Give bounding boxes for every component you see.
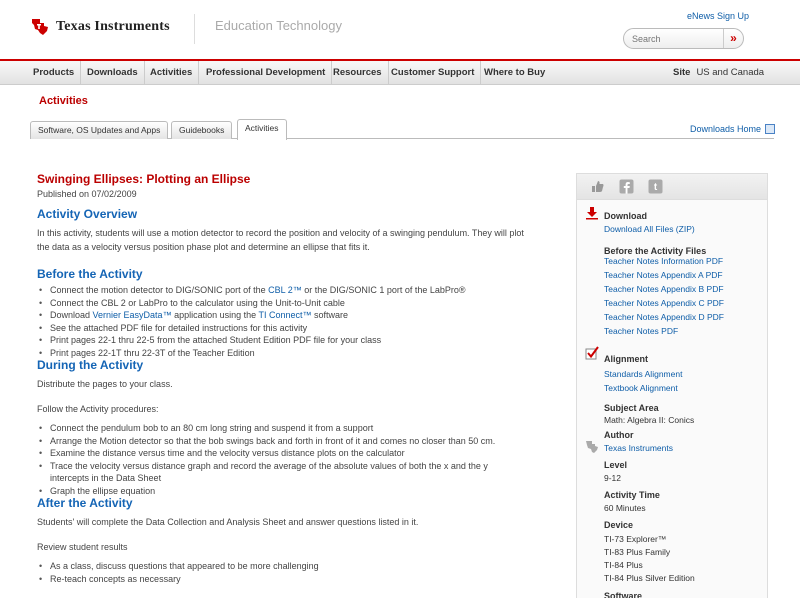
before-heading: Before the Activity (37, 267, 143, 281)
easydata-link[interactable]: Vernier EasyData™ (92, 310, 172, 320)
list-item: • Trace the velocity versus distance graph and record the average of the absolute values of both the x and the y intercepts in the Data Sheet (37, 460, 517, 485)
list-item: • Connect the pendulum bob to an 80 cm long string and suspend it from a support (37, 422, 537, 435)
ti-author-icon (585, 440, 599, 454)
during-text-2: Follow the Activity procedures: (37, 404, 159, 414)
site-header (0, 0, 800, 60)
search-input[interactable] (632, 32, 722, 46)
ti-logo[interactable] (30, 17, 170, 37)
cbl2-link[interactable]: CBL 2™ (268, 285, 302, 295)
device-item: TI-84 Plus (604, 560, 643, 570)
device-item: TI-73 Explorer™ (604, 534, 667, 544)
after-text-1: Students' will complete the Data Collection and Analysis Sheet and answer questions listed in it. (37, 517, 419, 527)
ti-connect-link[interactable]: TI Connect™ (258, 310, 312, 320)
before-files-label: Before the Activity Files (604, 246, 707, 256)
checkbox-icon (585, 346, 599, 360)
site-value: US and Canada (696, 67, 765, 78)
download-label: Download (604, 211, 647, 221)
page-section-title: Activities (39, 95, 88, 107)
brand-name: Texas Instruments (56, 19, 170, 34)
list-item: • Re-teach concepts as necessary (37, 573, 537, 586)
textbook-alignment-link[interactable]: Textbook Alignment (604, 383, 678, 393)
tab-bar (30, 119, 774, 139)
teacher-notes-link[interactable]: Teacher Notes PDF (604, 326, 679, 336)
header-divider (194, 14, 195, 44)
main-nav (0, 59, 800, 85)
download-icon (585, 206, 599, 220)
device-item: TI-84 Plus Silver Edition (604, 573, 695, 583)
site-label: Site (673, 67, 691, 78)
list-item: • See the attached PDF file for detailed instructions for this activity (37, 322, 537, 335)
svg-text:t: t (653, 182, 658, 193)
nav-where-to-buy[interactable]: Where to Buy (484, 67, 546, 78)
list-item: • Connect the motion detector to DIG/SONIC port of the CBL 2™ or the DIG/SONIC 1 port of the LabPro® (37, 284, 537, 297)
author-link[interactable]: Texas Instruments (604, 443, 673, 453)
list-item: • As a class, discuss questions that appeared to be more challenging (37, 560, 537, 573)
after-list (37, 560, 537, 585)
tab-guidebooks[interactable]: Guidebooks (171, 121, 232, 139)
enews-signup-link[interactable]: eNews Sign Up (687, 11, 750, 21)
tab-software-os-updates[interactable]: Software, OS Updates and Apps (30, 121, 168, 139)
download-all-link[interactable]: Download All Files (ZIP) (604, 224, 695, 234)
activity-time-value: 60 Minutes (604, 503, 646, 513)
teacher-notes-info-link[interactable]: Teacher Notes Information PDF (604, 256, 724, 266)
list-item: • Connect the CBL 2 or LabPro to the calculator using the Unit-to-Unit cable (37, 297, 537, 310)
subject-area-value: Math: Algebra II: Conics (604, 415, 695, 425)
nav-resources[interactable]: Resources (327, 61, 389, 85)
before-list (37, 284, 537, 359)
alignment-label: Alignment (604, 354, 648, 364)
after-text-2: Review student results (37, 542, 128, 552)
nav-downloads[interactable]: Downloads (81, 61, 145, 85)
activity-sidebar (576, 173, 768, 598)
author-label: Author (604, 430, 634, 440)
facebook-icon[interactable] (619, 179, 634, 194)
section-name[interactable]: Education Technology (215, 18, 342, 33)
list-item: • Graph the ellipse equation (37, 485, 537, 498)
overview-heading: Activity Overview (37, 207, 138, 221)
level-label: Level (604, 460, 628, 470)
nav-activities[interactable]: Activities (144, 61, 199, 85)
appendix-a-link[interactable]: Teacher Notes Appendix A PDF (604, 270, 723, 280)
device-label: Device (604, 520, 634, 530)
list-item: • Arrange the Motion detector so that the bob swings back and forth in front of it and comes no closer than 50 cm. (37, 435, 537, 448)
device-item: TI-83 Plus Family (604, 547, 671, 557)
list-item: • Print pages 22-1T thru 22-3T of the Teacher Edition (37, 347, 537, 360)
during-heading: During the Activity (37, 358, 144, 372)
activity-time-label: Activity Time (604, 490, 660, 500)
appendix-c-link[interactable]: Teacher Notes Appendix C PDF (604, 298, 725, 308)
after-heading: After the Activity (37, 496, 133, 510)
appendix-d-link[interactable]: Teacher Notes Appendix D PDF (604, 312, 725, 322)
nav-customer-support[interactable]: Customer Support (385, 61, 481, 85)
subject-area-label: Subject Area (604, 403, 659, 413)
overview-text: In this activity, students will use a motion detector to record the position and velocity of a swinging pendulum. They will plot the data as a velocity versus position phase plot and determine an ellipse that fits it. (37, 228, 524, 252)
published-date: Published on 07/02/2009 (37, 189, 137, 199)
standards-alignment-link[interactable]: Standards Alignment (604, 369, 683, 379)
twitter-icon[interactable] (648, 179, 663, 194)
during-list (37, 422, 537, 497)
like-icon[interactable] (590, 179, 605, 194)
downloads-home-link[interactable] (690, 124, 775, 134)
social-bar (577, 174, 767, 200)
level-value: 9-12 (604, 473, 622, 483)
search-submit-button[interactable]: » (723, 29, 743, 48)
ti-state-icon (30, 17, 50, 37)
home-icon (765, 124, 775, 134)
list-item: • Print pages 22-1 thru 22-5 from the attached Student Edition PDF file for your class (37, 334, 537, 347)
list-item: • Examine the distance versus time and the velocity versus distance plots on the calculator (37, 447, 537, 460)
tab-activities[interactable]: Activities (237, 119, 287, 140)
activity-title: Swinging Ellipses: Plotting an Ellipse (37, 172, 251, 186)
nav-professional-development[interactable]: Professional Development (200, 61, 332, 85)
nav-products[interactable]: Products (27, 61, 81, 85)
search-box (623, 28, 744, 49)
during-text-1: Distribute the pages to your class. (37, 379, 173, 389)
downloads-home-label: Downloads Home (690, 124, 762, 134)
appendix-b-link[interactable]: Teacher Notes Appendix B PDF (604, 284, 724, 294)
site-selector[interactable] (673, 61, 764, 84)
software-label: Software (604, 591, 643, 598)
list-item: • Download Vernier EasyData™ application using the TI Connect™ software (37, 309, 537, 322)
